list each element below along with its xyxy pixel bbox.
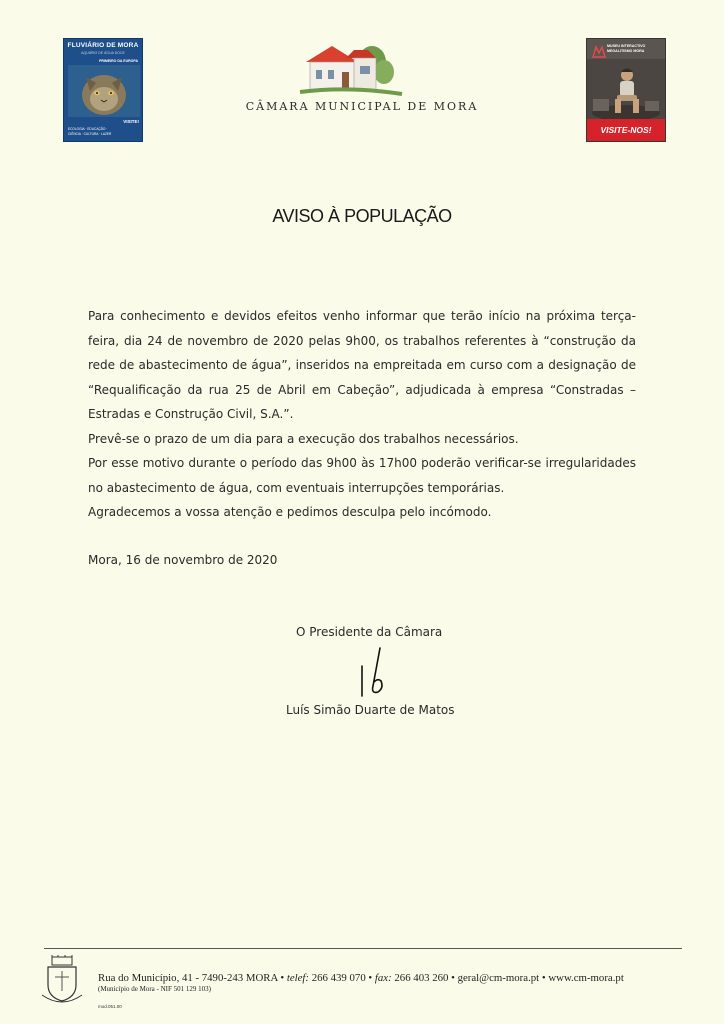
- footer-email-link[interactable]: geral@cm-mora.pt: [457, 972, 540, 984]
- fluviario-footer: ECOLOGIA · EDUCAÇÃO · CIÊNCIA · CULTURA · LAZER: [68, 127, 112, 136]
- footer-fax-label: fax:: [374, 972, 392, 984]
- museum-logo-icon: [592, 44, 606, 58]
- museum-cta: VISITE-NOS!: [587, 119, 665, 141]
- caveman-photo-icon: [587, 59, 665, 119]
- fluviario-tag: PRIMEIRO DA EUROPA: [99, 59, 138, 63]
- date-line: Mora, 16 de novembro de 2020: [88, 553, 278, 567]
- town-hall-logo-icon: [298, 38, 404, 100]
- footer-contact-line: Rua do Município, 41 - 7490-243 MORA • telef: 266 439 070 • fax: 266 403 260 • geral@cm-mora.pt • www.cm-mora.pt: [98, 972, 624, 984]
- fluviario-subtitle: AQUÁRIO DE ÁGUA DOCE: [81, 51, 125, 55]
- form-code: mod.051.00: [98, 1004, 122, 1009]
- footer-divider: [44, 948, 682, 949]
- notice-paragraph: Para conhecimento e devidos efeitos venho informar que terão início na próxima terça-feira, dia 24 de novembro de 2020 pelas 9h00, os trabalhos referentes à “construção da rede de abastecimento de água”, inseridos na empreitada em curso com a designação de “Requalificação da rua 25 de Abril em Cabeção”, adjudicada à empresa “Constradas – Estradas e Construção Civil, S.A.”.: [88, 309, 636, 421]
- notice-paragraph: Prevê-se o prazo de um dia para a execução dos trabalhos necessários.: [88, 431, 519, 446]
- signatory-name: Luís Simão Duarte de Matos: [286, 703, 455, 717]
- footer-address: Rua do Município, 41 - 7490-243 MORA: [98, 972, 278, 984]
- municipal-crest-icon: [38, 955, 86, 1007]
- notice-title: AVISO À POPULAÇÃO: [272, 206, 452, 226]
- fluviario-badge: [63, 38, 143, 142]
- municipality-name: CÂMARA MUNICIPAL DE MORA: [245, 100, 479, 113]
- footer-nif: (Município de Mora - NIF 501 129 103): [98, 985, 211, 993]
- museum-heading: MUSEU INTERACTIVO MEGALITISMO MORA: [607, 44, 646, 53]
- footer-fax: 266 403 260: [394, 972, 449, 984]
- museum-badge: [586, 38, 666, 142]
- handwritten-signature: [340, 646, 400, 704]
- notice-body: [88, 304, 636, 525]
- signatory-role: O Presidente da Câmara: [296, 625, 443, 639]
- notice-paragraph: Agradecemos a vossa atenção e pedimos desculpa pelo incómodo.: [88, 505, 492, 519]
- footer-telef: 266 439 070: [311, 972, 366, 984]
- footer-website-link[interactable]: www.cm-mora.pt: [548, 972, 624, 984]
- fluviario-cta: VISITE!: [123, 119, 139, 124]
- notice-paragraph: Por esse motivo durante o período das 9h00 às 17h00 poderão verificar-se irregularidades no abastecimento de água, com eventuais interrupções temporárias.: [88, 456, 636, 495]
- footer-telef-label: telef:: [286, 972, 310, 984]
- fluviario-title: FLUVIÁRIO DE MORA: [67, 42, 139, 49]
- lynx-photo-icon: [68, 65, 140, 117]
